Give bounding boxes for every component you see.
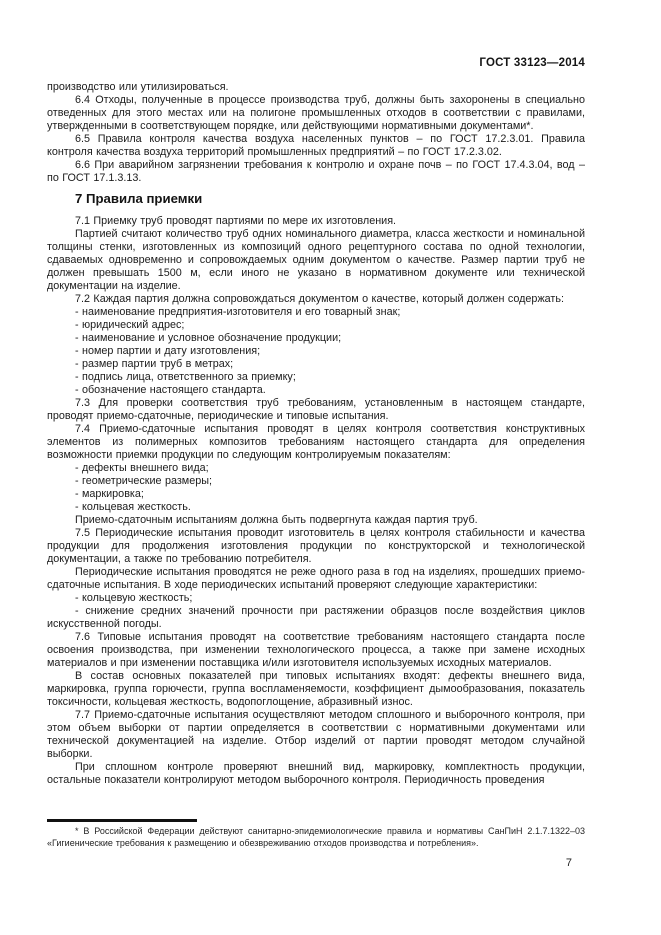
paragraph: 7.7 Приемо-сдаточные испытания осуществляют методом сплошного и выборочного контроля, при этом объем выборки от партии определяется в соответствии с нормативными документами или технической документацией на изделие. Отбор изделий от партии проводят методом случайной выборки. [47,709,585,760]
list-item: - обозначение настоящего стандарта. [75,384,266,396]
paragraph: 7.5 Периодические испытания проводит изготовитель в целях контроля стабильности и качества продукции для продолжения изготовления продукции по конструкторской и технологической документации, а также по требованию потребителя. [47,527,585,565]
footnote-text: * В Российской Федерации действуют санитарно-эпидемиологические правила и нормативы СанПиН 2.1.7.1322–03 «Гигиенические требования к размещению и обезвреживанию отходов производства и потребления». [47,826,585,848]
running-header [47,57,585,69]
section-heading: 7 Правила приемки [75,191,203,206]
paragraph: Партией считают количество труб одних номинального диаметра, класса жесткости и номинальной толщины стенки, изготовленных из композиций одного рецептурного состава по одной технологии, сдаваемых одновременно и сопровождаемых одним документом о качестве. Размер партии труб не должен превышать 1500 м, если иного не указано в нормативном документе или технической документации на изделие. [47,228,585,292]
list-item: - кольцевую жесткость; [75,592,193,604]
list-item: - юридический адрес; [75,319,185,331]
list-item: - кольцевая жесткость. [75,501,191,513]
paragraph: При сплошном контроле проверяют внешний вид, маркировку, комплектность продукции, остальные показатели контролируют методом выборочного контроля. Периодичность проведения [47,761,585,786]
list-item: - геометрические размеры; [75,475,212,487]
list-item: - маркировка; [75,488,144,500]
list-item: - дефекты внешнего вида; [75,462,209,474]
paragraph: 7.6 Типовые испытания проводят на соответствие требованиям настоящего стандарта после освоения производства, при изменении технологического процесса, а также при замене исходных материалов и при изменении поставщика и/или изготовителя используемых исходных материалов. [47,631,585,669]
list-item: - размер партии труб в метрах; [75,358,234,370]
paragraph: 7.3 Для проверки соответствия труб требованиям, установленным в настоящем стандарте, проводят приемо-сдаточные, периодические и типовые испытания. [47,397,585,422]
paragraph: 6.4 Отходы, полученные в процессе производства труб, должны быть захоронены в специально отведенных для этого местах или на полигоне промышленных отходов в соответствии с правилами, утвержденными в соответствующем порядке, или действующими нормативными документами*. [47,94,585,132]
paragraph: Периодические испытания проводятся не реже одного раза в год на изделиях, прошедших приемо-сдаточные испытания. В ходе периодических испытаний проверяют следующие характеристики: [47,566,585,591]
document-body [47,81,585,787]
footnote-area [47,819,585,849]
paragraph: Приемо-сдаточным испытаниям должна быть подвергнута каждая партия труб. [75,514,478,526]
footnote-divider [47,819,197,822]
paragraph: - снижение средних значений прочности при растяжении образцов после воздействия циклов искусственной погоды. [47,605,585,630]
list-item: - номер партии и дату изготовления; [75,345,261,357]
paragraph: 6.5 Правила контроля качества воздуха населенных пунктов – по ГОСТ 17.2.3.01. Правила контроля качества воздуха территорий промышленных предприятий – по ГОСТ 17.2.3.02. [47,133,585,158]
document-code: ГОСТ 33123—2014 [479,57,585,69]
paragraph: 7.2 Каждая партия должна сопровождаться документом о качестве, который должен содержать: [75,293,564,305]
list-item: - подпись лица, ответственного за приемку; [75,371,296,383]
paragraph: 7.4 Приемо-сдаточные испытания проводят в целях контроля соответствия конструктивных элементов из полимерных композитов требованиям настоящего стандарта для определения возможности приемки продукции по следующим контролируемым показателям: [47,423,585,461]
paragraph: В состав основных показателей при типовых испытаниях входят: дефекты внешнего вида, маркировка, группа горючести, группа воспламеняемости, коэффициент дымообразования, показатель токсичности, кольцевая жесткость, водопоглощение, абразивный износ. [47,670,585,708]
paragraph: производство или утилизироваться. [47,81,229,93]
list-item: - наименование и условное обозначение продукции; [75,332,342,344]
page-number: 7 [565,857,572,869]
list-item: - наименование предприятия-изготовителя и его товарный знак; [75,306,401,318]
paragraph: 7.1 Приемку труб проводят партиями по мере их изготовления. [75,215,397,227]
paragraph: 6.6 При аварийном загрязнении требования к контролю и охране почв – по ГОСТ 17.4.3.04, вод – по ГОСТ 17.1.3.13. [47,159,585,184]
